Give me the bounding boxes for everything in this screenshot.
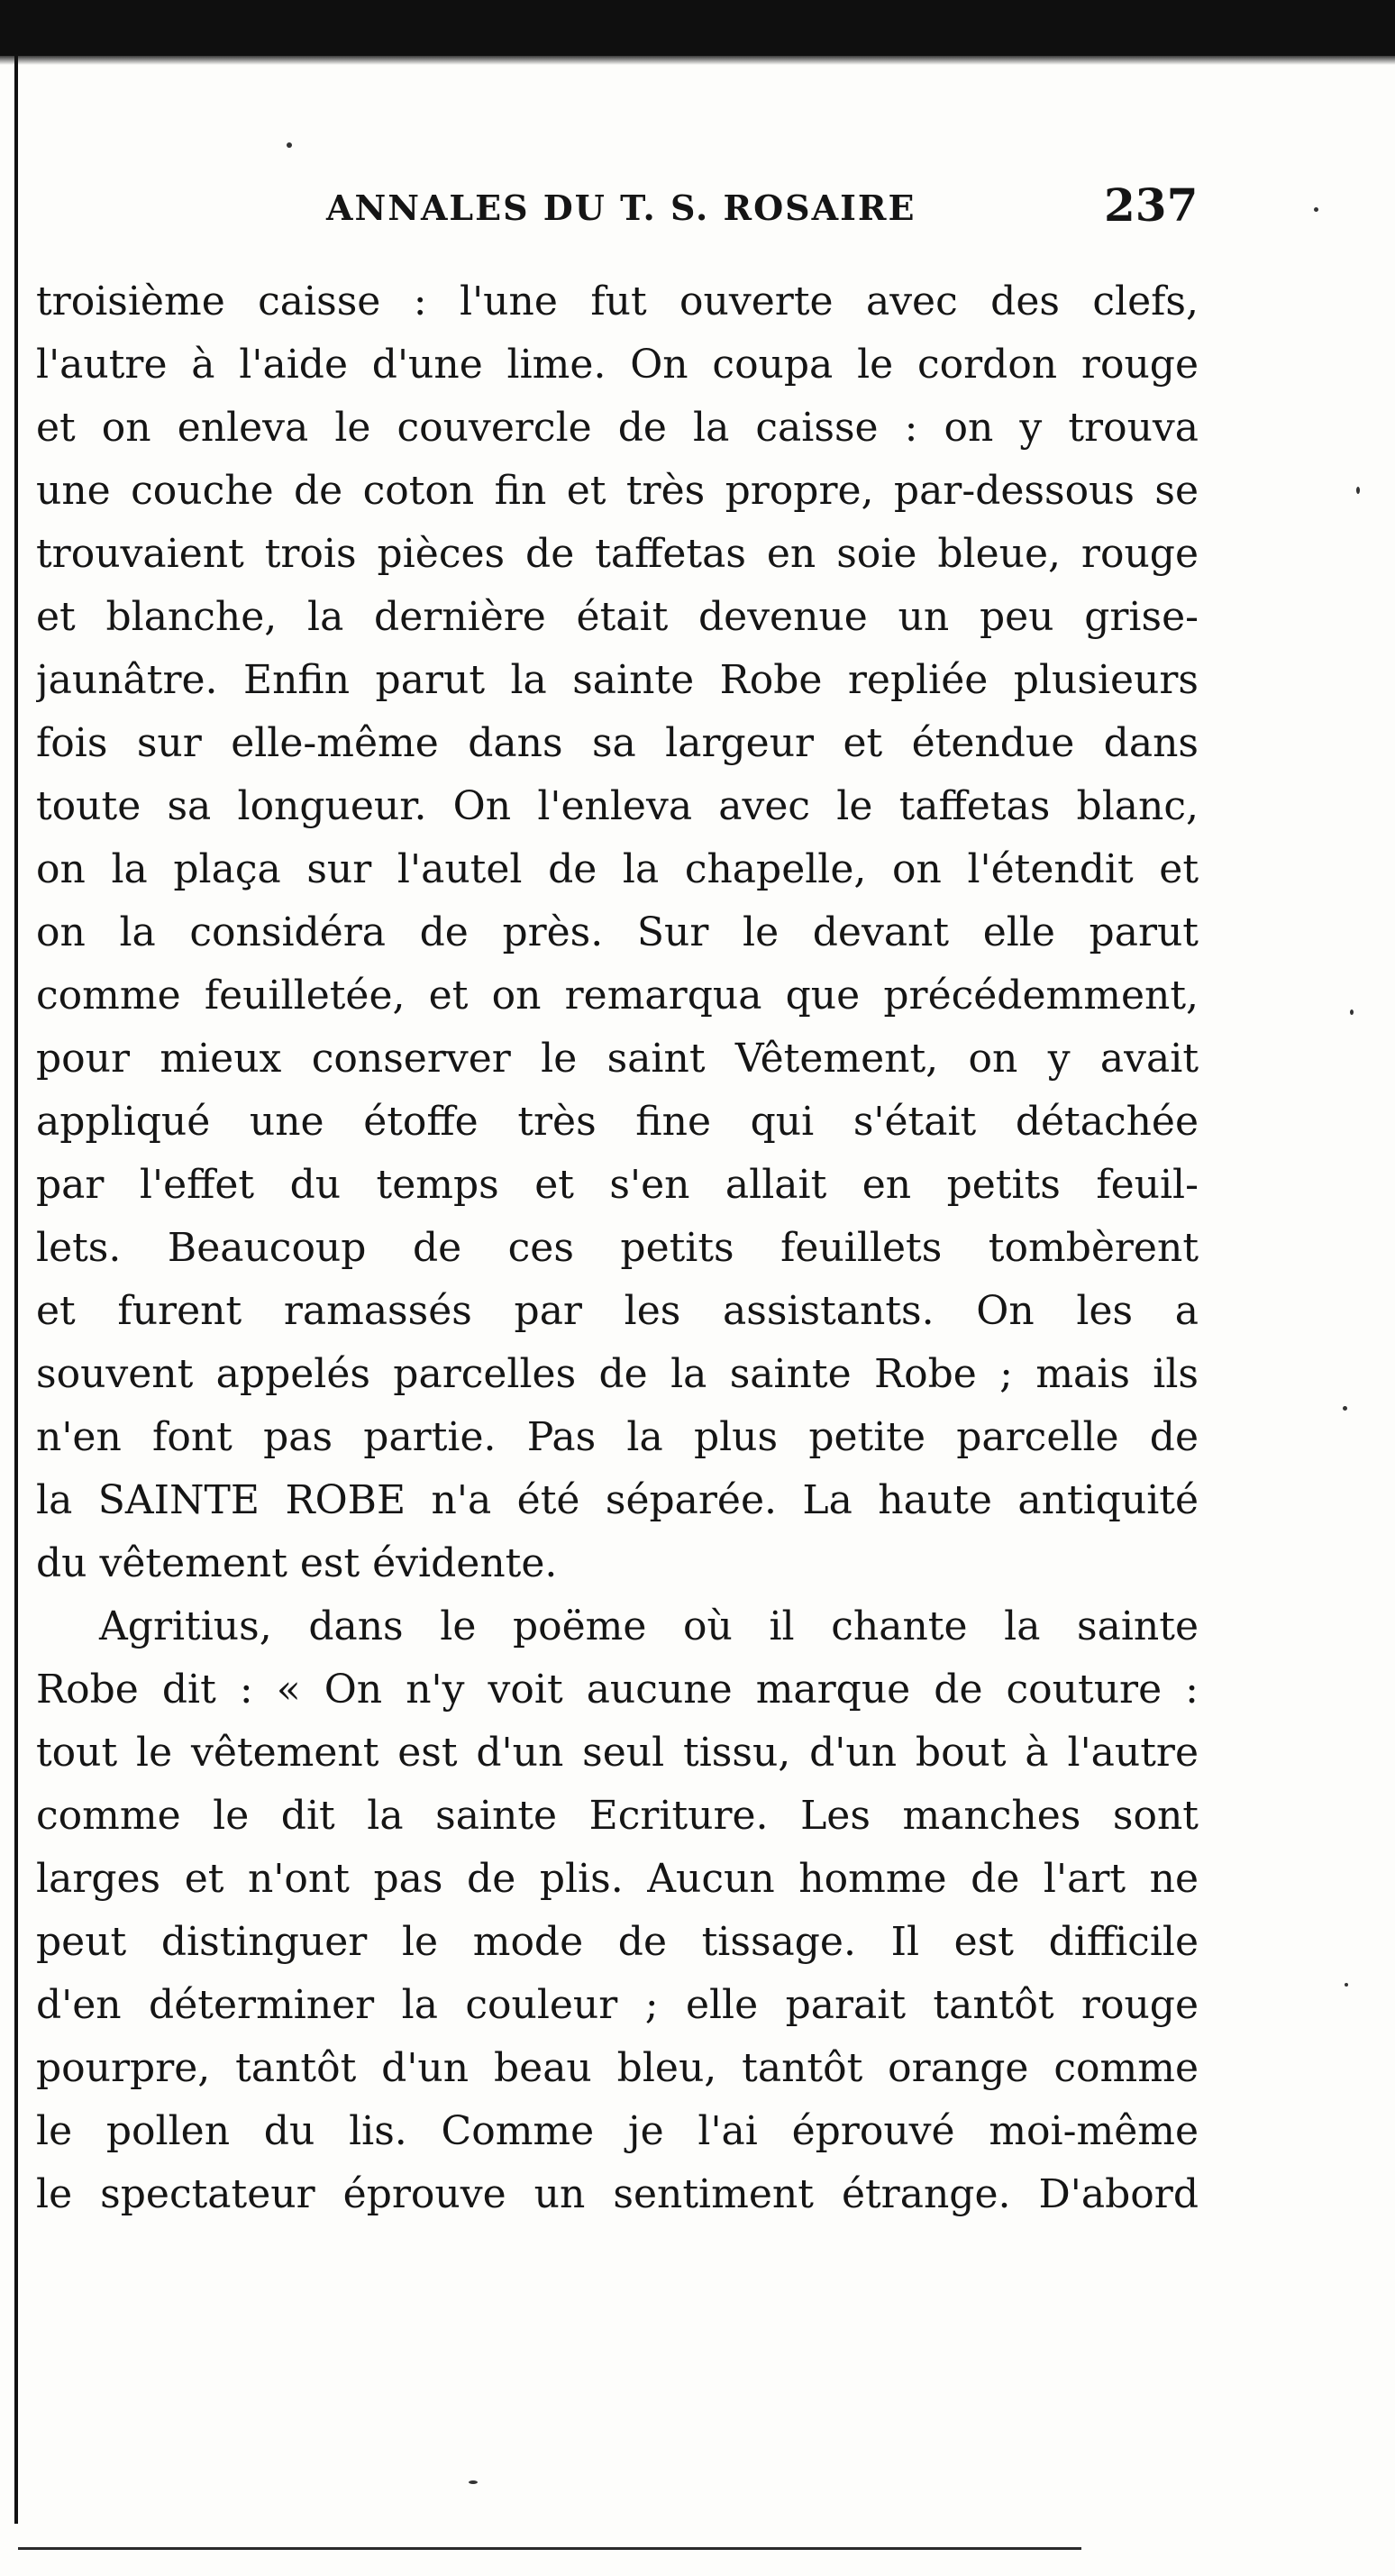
scan-speck (1356, 487, 1360, 494)
text-line: et furent ramassés par les assistants. On les a (36, 1288, 1199, 1334)
text-line: le pollen du lis. Comme je l'ai éprouvé moi-même (36, 2108, 1199, 2154)
text-line: troisième caisse : l'une fut ouverte avec des clefs, (36, 279, 1199, 324)
body-text (36, 270, 1199, 2226)
scan-speck (287, 142, 292, 148)
text-line: souvent appelés parcelles de la sainte Robe ; mais ils (36, 1351, 1199, 1397)
text-line: tout le vêtement est d'un seul tissu, d'un bout à l'autre (36, 1730, 1199, 1776)
text-line: on la considéra de près. Sur le devant elle parut (36, 909, 1199, 955)
text-line: et on enleva le couvercle de la caisse : on y trouva (36, 405, 1199, 451)
text-line: par l'effet du temps et s'en allait en petits feuil- (36, 1162, 1199, 1208)
scan-speck (469, 2480, 478, 2484)
scan-bottom-edge (18, 2547, 1081, 2550)
text-line: le spectateur éprouve un sentiment étrange. D'abord (36, 2171, 1199, 2217)
page-number: 237 (1104, 178, 1199, 232)
text-line: on la plaça sur l'autel de la chapelle, on l'étendit et (36, 846, 1199, 892)
text-line: l'autre à l'aide d'une lime. On coupa le cordon rouge (36, 342, 1199, 388)
scan-speck (1343, 1406, 1347, 1411)
text-line: larges et n'ont pas de plis. Aucun homme de l'art ne (36, 1856, 1199, 1902)
text-line: fois sur elle-même dans sa largeur et étendue dans (36, 720, 1199, 766)
text-line: comme le dit la sainte Ecriture. Les manches sont (36, 1793, 1199, 1839)
text-line: d'en déterminer la couleur ; elle parait tantôt rouge (36, 1982, 1199, 2028)
text-line: pourpre, tantôt d'un beau bleu, tantôt orange comme (36, 2045, 1199, 2091)
scan-left-edge (14, 54, 18, 2524)
page-header (36, 171, 1208, 252)
text-line: appliqué une étoffe très fine qui s'était détachée (36, 1099, 1199, 1145)
text-line: trouvaient trois pièces de taffetas en soie bleue, rouge (36, 531, 1199, 577)
text-line: et blanche, la dernière était devenue un peu grise- (36, 594, 1199, 640)
text-line: du vêtement est évidente. (36, 1540, 558, 1586)
text-line: toute sa longueur. On l'enleva avec le taffetas blanc, (36, 783, 1199, 829)
scan-speck (1314, 207, 1318, 212)
text-line: une couche de coton fin et très propre, par-dessous se (36, 468, 1199, 514)
text-line: la SAINTE ROBE n'a été séparée. La haute antiquité (36, 1477, 1199, 1523)
text-line: jaunâtre. Enfin parut la sainte Robe repliée plusieurs (36, 657, 1199, 703)
text-line: peut distinguer le mode de tissage. Il est difficile (36, 1919, 1199, 1965)
scan-top-edge (0, 0, 1395, 56)
text-line: Robe dit : « On n'y voit aucune marque de couture : (36, 1667, 1199, 1713)
text-line: pour mieux conserver le saint Vêtement, on y avait (36, 1036, 1199, 1082)
text-line: n'en font pas partie. Pas la plus petite parcelle de (36, 1414, 1199, 1460)
running-head: ANNALES DU T. S. ROSAIRE (326, 187, 916, 228)
text-line: lets. Beaucoup de ces petits feuillets tombèrent (36, 1225, 1199, 1271)
text-line: Agritius, dans le poëme où il chante la sainte (99, 1603, 1199, 1649)
text-line: comme feuilletée, et on remarqua que précédemment, (36, 973, 1199, 1019)
scan-speck (1350, 1009, 1354, 1015)
scan-speck (1345, 1983, 1348, 1987)
